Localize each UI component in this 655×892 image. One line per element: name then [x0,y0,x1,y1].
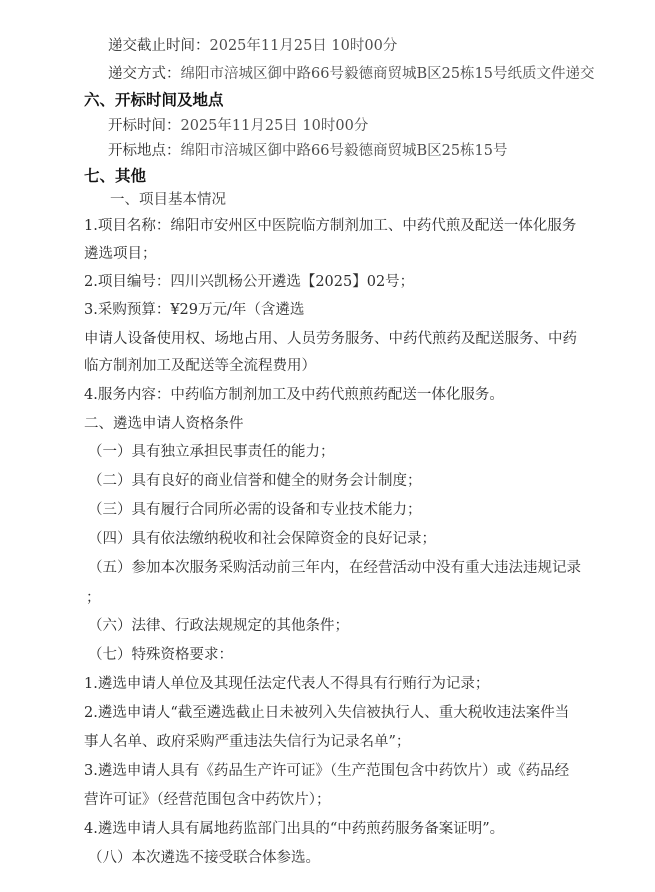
open-time-line [108,116,368,136]
item4: 4.服务内容：中药临方制剂加工及中药代煎煎药配送一体化服务。 [84,387,504,403]
item1-line2: 遴选项目； [84,246,157,262]
open-place-label: 开标地点： [108,143,181,159]
cond2: （二）具有良好的商业信誉和健全的财务会计制度； [88,473,422,489]
deadline-line [108,36,397,56]
cond5-line2: ； [86,590,101,606]
item1-line1: 1.项目名称：绵阳市安州区中医院临方制剂加工、中药代煎及配送一体化服务 [84,218,577,234]
spec3-line2: 营许可证》（经营范围包含中药饮片）； [84,792,331,808]
deadline-label: 递交截止时间： [108,38,210,54]
open-place-value: 绵阳市涪城区御中路66号毅德商贸城B区25栋15号 [180,143,508,159]
cond1: （一）具有独立承担民事责任的能力； [88,444,335,460]
cond3: （三）具有履行合同所必需的设备和专业技术能力； [88,502,422,518]
item3-line3: 临方制剂加工及配送等全流程费用） [84,358,316,374]
open-time-value: 2025年11月25日 10时00分 [180,118,369,134]
part2-heading: 二、遴选申请人资格条件 [84,416,244,432]
deadline-value: 2025年11月25日 10时00分 [209,38,398,54]
cond6: （六）法律、行政法规规定的其他条件； [88,618,349,634]
cond5-line1: （五）参加本次服务采购活动前三年内，在经营活动中没有重大违法违规记录 [88,560,581,576]
section6-heading: 六、开标时间及地点 [84,91,224,109]
spec2-line1: 2.遴选申请人“截至遴选截止日未被列入失信被执行人、重大税收违法案件当 [84,705,570,721]
open-time-label: 开标时间： [108,118,181,134]
item2: 2.项目编号：四川兴凯杨公开遴选【2025】02号； [84,274,415,290]
section7-heading: 七、其他 [84,167,147,185]
item3-line2: 申请人设备使用权、场地占用、人员劳务服务、中药代煎药及配送服务、中药 [84,331,577,347]
item3-line1: 3.采购预算：¥29万元/年（含遴选 [84,302,305,318]
cond7: （七）特殊资格要求： [88,647,233,663]
cond8: （八）本次遴选不接受联合体参选。 [88,850,320,866]
spec2-line2: 事人名单、政府采购严重违法失信行为记录名单”； [84,734,411,750]
cond4: （四）具有依法缴纳税收和社会保障资金的良好记录； [88,531,436,547]
method-value: 绵阳市涪城区御中路66号毅德商贸城B区25栋15号纸质文件递交 [180,66,595,82]
method-label: 递交方式： [108,66,181,82]
spec1: 1.遴选申请人单位及其现任法定代表人不得具有行贿行为记录； [84,676,490,692]
part1-heading: 一、项目基本情况 [110,192,226,208]
spec4: 4.遴选申请人具有属地药监部门出具的“中药煎药服务备案证明”。 [84,821,505,837]
open-place-line [108,141,508,161]
spec3-line1: 3.遴选申请人具有《药品生产许可证》（生产范围包含中药饮片）或《药品经 [84,763,570,779]
method-line [108,64,595,84]
